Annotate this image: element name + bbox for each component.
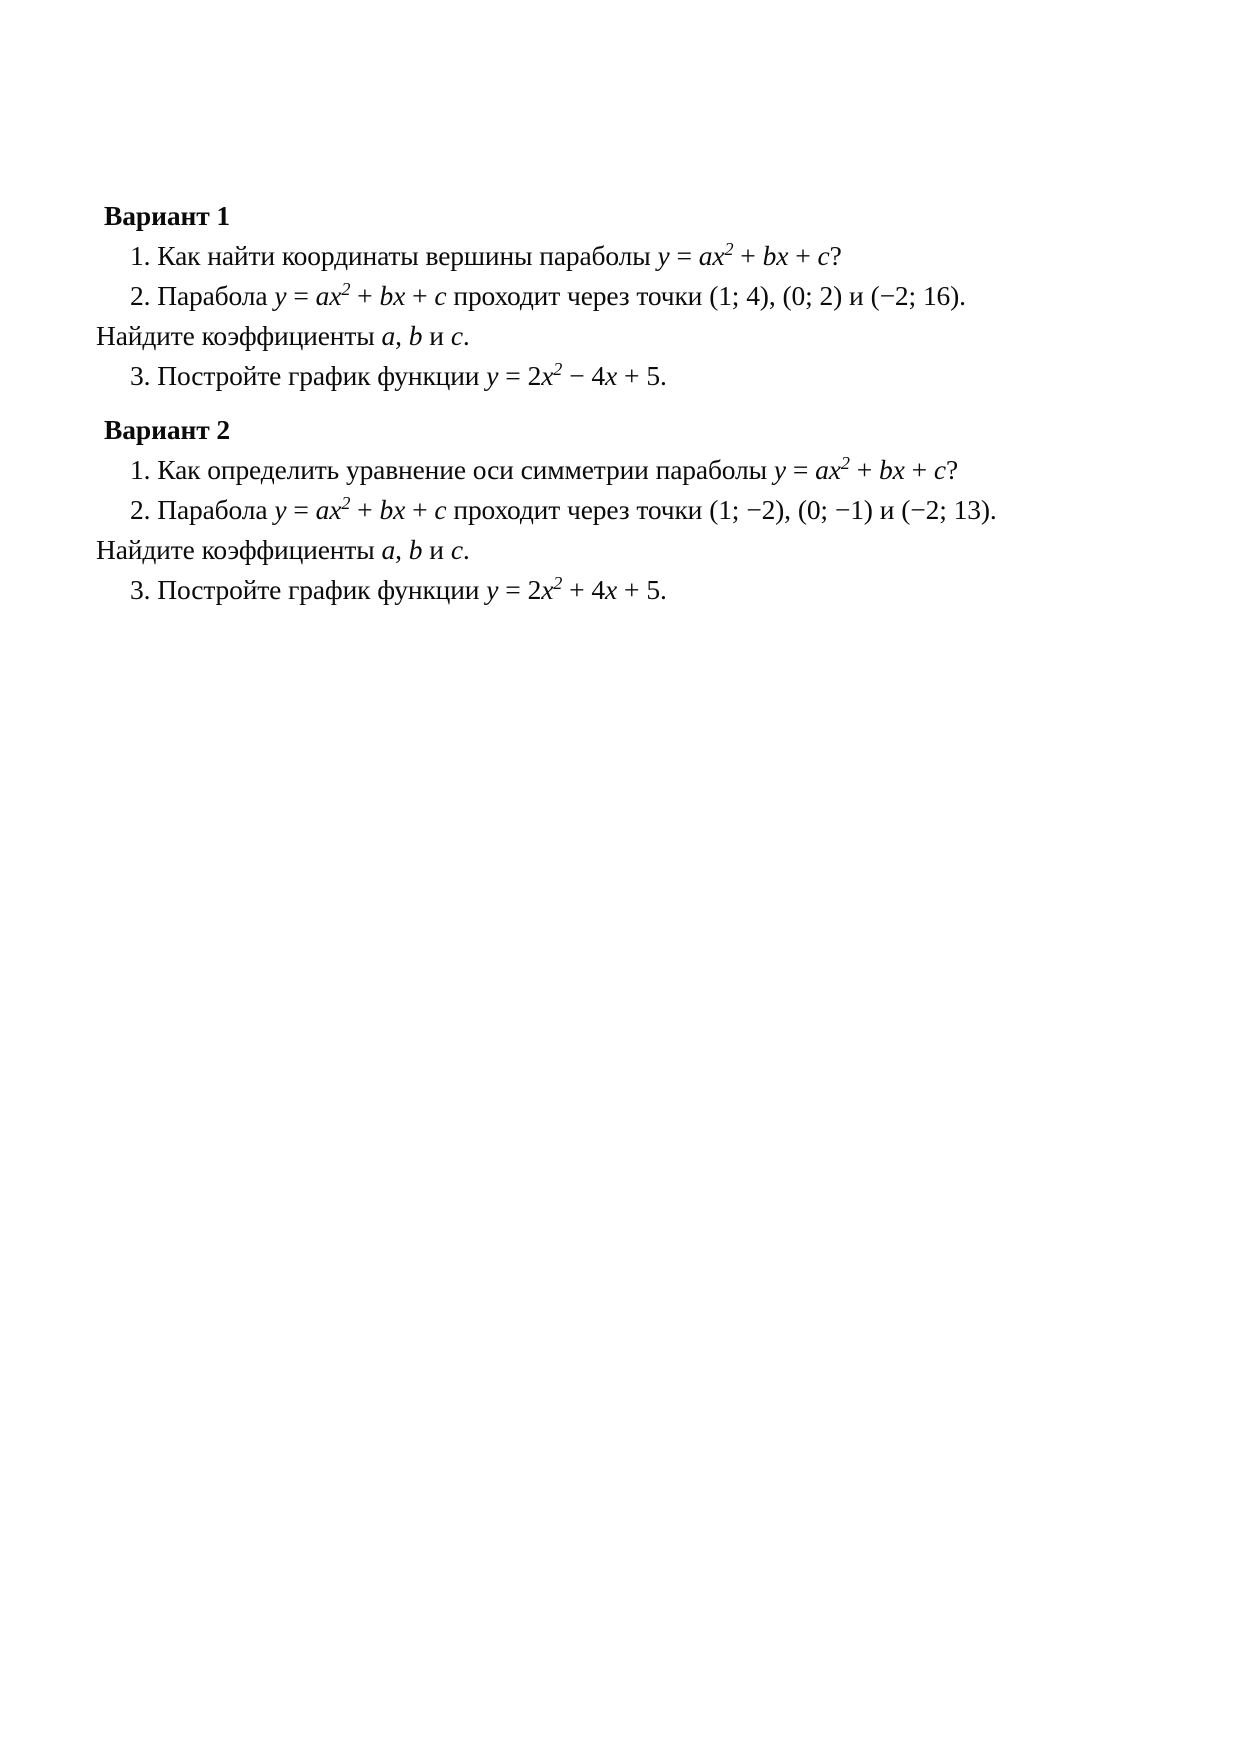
- question-text-middle: проходит через точки: [453, 494, 703, 525]
- formula-coef-b: b: [379, 494, 394, 525]
- formula-plus-1: +: [740, 240, 756, 271]
- question-number: 2.: [130, 494, 151, 525]
- document-body: [96, 196, 1048, 610]
- formula-coef-c: c: [933, 454, 946, 485]
- formula-exponent: 2: [341, 278, 351, 299]
- question-number: 1.: [130, 454, 151, 485]
- question-text: Постройте график функции: [157, 574, 480, 605]
- formula-plus-1: +: [569, 574, 585, 605]
- variant-1-heading: Вариант 1: [104, 200, 231, 231]
- formula-coef-c: c: [817, 240, 830, 271]
- formula-constant: 5: [646, 574, 660, 605]
- formula-plot-function: [486, 360, 666, 391]
- formula-exponent: 2: [341, 492, 351, 513]
- formula-x-linear: x: [776, 240, 789, 271]
- formula-parabola-general: [274, 280, 446, 311]
- variant-2-question-3: [96, 570, 1048, 610]
- formula-plus-2: +: [911, 454, 927, 485]
- formula-equals: =: [676, 240, 692, 271]
- formula-coef-a: a: [698, 240, 713, 271]
- formula-parabola-general: [657, 240, 841, 271]
- formula-linear-coef: 4: [591, 360, 606, 391]
- formula-x-linear: x: [605, 360, 618, 391]
- question-text: Как найти координаты вершины параболы: [157, 240, 651, 271]
- question-text: Как определить уравнение оси симметрии параболы: [157, 454, 767, 485]
- conjunction: и: [849, 280, 864, 311]
- last-point: (−2; 13).: [901, 494, 997, 525]
- coef-c: c: [450, 320, 463, 351]
- formula-leading-coef: 2: [527, 360, 542, 391]
- formula-plus-1: +: [856, 454, 873, 485]
- formula-x: x: [541, 360, 554, 391]
- formula-question-mark: ?: [829, 240, 842, 271]
- formula-coef-a: a: [315, 494, 330, 525]
- formula-coef-c: c: [434, 280, 447, 311]
- coef-b: b: [408, 534, 423, 565]
- sentence-period: .: [462, 320, 470, 351]
- variant-2-heading: Вариант 2: [104, 414, 231, 445]
- formula-plus-1: +: [357, 494, 373, 525]
- formula-coef-b: b: [379, 280, 394, 311]
- question-text-after: Найдите коэффициенты: [96, 320, 375, 351]
- formula-x-linear: x: [393, 494, 406, 525]
- formula-x-linear: x: [892, 454, 905, 485]
- formula-y: y: [274, 494, 287, 525]
- coef-b: b: [408, 320, 423, 351]
- coef-conjunction: и: [429, 320, 444, 351]
- formula-plus-2: +: [412, 280, 428, 311]
- variant-1-question-2: [96, 276, 1048, 356]
- formula-x-linear: x: [393, 280, 406, 311]
- formula-constant: 5: [646, 360, 660, 391]
- formula-y: y: [657, 240, 670, 271]
- formula-plus-2: +: [412, 494, 428, 525]
- formula-plus-1: +: [357, 280, 373, 311]
- formula-equals: =: [293, 280, 309, 311]
- formula-x-linear: x: [605, 574, 618, 605]
- coef-comma: ,: [395, 534, 402, 565]
- coef-comma: ,: [395, 320, 402, 351]
- sentence-period: .: [659, 574, 667, 605]
- formula-y: y: [274, 280, 287, 311]
- formula-plus-2: +: [624, 574, 640, 605]
- formula-equals: =: [293, 494, 309, 525]
- variant-2-section: [96, 410, 1048, 610]
- formula-equals: =: [792, 454, 809, 485]
- question-number: 2.: [130, 280, 151, 311]
- coef-conjunction: и: [429, 534, 444, 565]
- variant-2-question-2: [96, 490, 1048, 570]
- formula-exponent: 2: [553, 358, 563, 379]
- formula-x: x: [329, 494, 342, 525]
- formula-question-mark: ?: [945, 454, 959, 485]
- variant-2-question-1: [96, 450, 1048, 490]
- question-text-intro: Парабола: [157, 280, 268, 311]
- question-number: 1.: [130, 240, 151, 271]
- variant-1-question-1: [96, 236, 1048, 276]
- formula-x: x: [712, 240, 725, 271]
- formula-y: y: [486, 574, 499, 605]
- formula-equals: =: [505, 360, 521, 391]
- formula-x: x: [329, 280, 342, 311]
- conjunction: и: [879, 494, 895, 525]
- points-list: (1; −2), (0; −1): [709, 494, 873, 525]
- formula-coef-a: a: [315, 280, 330, 311]
- question-text-intro: Парабола: [157, 494, 268, 525]
- coef-a: a: [381, 534, 396, 565]
- variant-1-section: [96, 196, 1048, 396]
- formula-y: y: [773, 454, 786, 485]
- coef-c: c: [450, 534, 463, 565]
- sentence-period: .: [462, 534, 470, 565]
- formula-parabola-general: [774, 454, 958, 485]
- points-list: (1; 4), (0; 2): [709, 280, 843, 311]
- formula-x: x: [828, 454, 841, 485]
- coef-a: a: [381, 320, 396, 351]
- formula-minus: −: [569, 360, 585, 391]
- formula-coef-b: b: [879, 454, 893, 485]
- formula-x: x: [541, 574, 554, 605]
- formula-exponent: 2: [840, 452, 850, 473]
- question-text-after: Найдите коэффициенты: [96, 534, 375, 565]
- formula-plus: +: [624, 360, 640, 391]
- formula-exponent: 2: [724, 238, 734, 259]
- question-text-middle: проходит через точки: [453, 280, 703, 311]
- formula-exponent: 2: [553, 572, 563, 593]
- sentence-period: .: [659, 360, 667, 391]
- formula-y: y: [486, 360, 499, 391]
- formula-plot-function: [486, 574, 666, 605]
- formula-parabola-general: [274, 494, 446, 525]
- formula-plus-2: +: [795, 240, 811, 271]
- formula-coef-c: c: [434, 494, 447, 525]
- formula-leading-coef: 2: [527, 574, 542, 605]
- question-number: 3.: [130, 574, 151, 605]
- formula-linear-coef: 4: [591, 574, 606, 605]
- question-text: Постройте график функции: [157, 360, 480, 391]
- last-point: (−2; 16).: [870, 280, 966, 311]
- formula-equals: =: [505, 574, 521, 605]
- variant-1-question-3: [96, 356, 1048, 396]
- question-number: 3.: [130, 360, 151, 391]
- formula-coef-a: a: [815, 454, 829, 485]
- formula-coef-b: b: [762, 240, 777, 271]
